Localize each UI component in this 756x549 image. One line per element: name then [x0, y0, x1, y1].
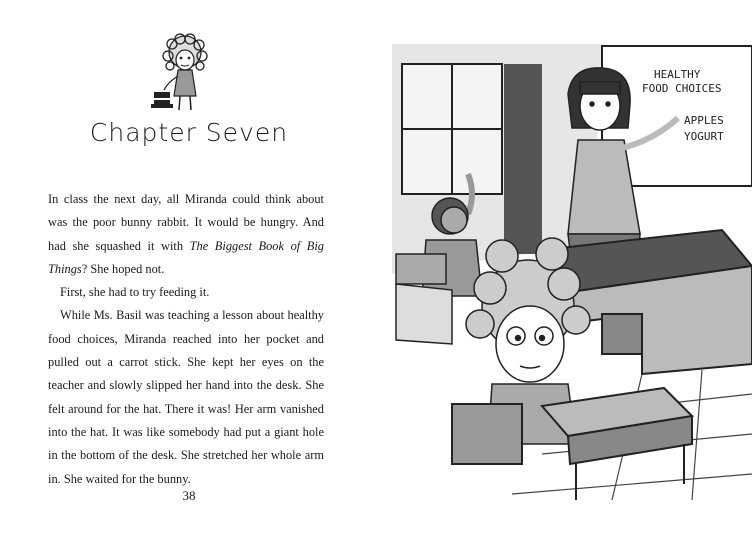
book-title-emphasis: The Biggest Book of Big Things — [48, 238, 325, 276]
board-line: YOGURT — [684, 130, 724, 143]
board-line: APPLES — [684, 114, 724, 127]
board-line: HEALTHY — [654, 68, 701, 81]
chair-illustration — [396, 254, 452, 344]
chapter-body — [48, 188, 324, 491]
paragraph: While Ms. Basil was teaching a lesson about healthy food choices, Miranda reached into her pocket and pulled out a carrot stick. She kept her eyes on the teacher and slowly slipped her hand into the desk. She felt around for the hat. There it was! Her arm vanished into the hat. It was like somebody had put a giant hole in the bottom of the desk. She stretched her whole arm in. She waited for the bunny. — [48, 308, 324, 486]
board-line: FOOD CHOICES — [642, 82, 722, 95]
paragraph: First, she had to try feeding it. — [60, 285, 210, 300]
girl-with-magic-hat-icon — [150, 30, 220, 120]
paragraph: In class the next day, all Miranda could think about was the poor bunny rabbit. It would be hungry. And had she squashed it with The Biggest Book of Big Things? She hoped not. — [48, 192, 325, 276]
window-illustration — [402, 64, 502, 194]
page-number: 38 — [182, 488, 196, 503]
classroom-illustration — [392, 44, 752, 500]
chapter-title: Chapter Seven — [89, 118, 289, 147]
right-page — [378, 0, 756, 549]
